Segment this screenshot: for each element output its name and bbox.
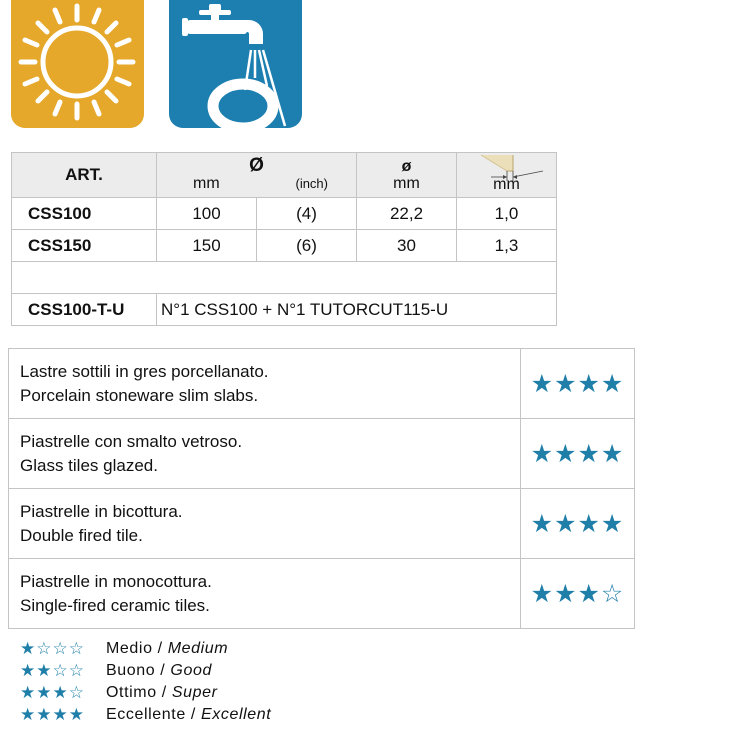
application-description bbox=[9, 349, 521, 419]
spec-table bbox=[11, 152, 557, 326]
diameter-unit-mm: mm bbox=[193, 175, 220, 192]
sun-tile bbox=[11, 0, 144, 128]
legend-en: Super bbox=[171, 684, 218, 701]
diameter-header bbox=[157, 153, 357, 198]
applications-table bbox=[8, 348, 635, 629]
diameter-mm: 150 bbox=[157, 230, 257, 262]
art-code: CSS100 bbox=[12, 198, 157, 230]
application-row bbox=[9, 349, 635, 419]
application-it: Lastre sottili in gres porcellanato. bbox=[20, 361, 269, 381]
application-row bbox=[9, 559, 635, 629]
legend-item bbox=[20, 660, 271, 682]
application-en: Double fired tile. bbox=[20, 525, 143, 545]
sun-icon bbox=[11, 0, 144, 128]
diameter-inch: (4) bbox=[257, 198, 357, 230]
water-tap-icon bbox=[169, 0, 302, 128]
spacer-row bbox=[12, 262, 557, 294]
legend-en: Good bbox=[170, 662, 212, 679]
legend-separator: / bbox=[156, 684, 172, 701]
thickness-unit: mm bbox=[493, 176, 520, 193]
application-en: Glass tiles glazed. bbox=[20, 455, 158, 475]
table-row bbox=[12, 198, 557, 230]
table-row bbox=[12, 230, 557, 262]
legend-separator: / bbox=[152, 640, 168, 657]
application-description bbox=[9, 489, 521, 559]
rating-legend bbox=[20, 638, 271, 726]
legend-stars: ★★☆☆ bbox=[20, 661, 85, 681]
bore-symbol: ø bbox=[401, 158, 412, 175]
application-rating: ★★★☆ bbox=[521, 559, 635, 629]
thickness-value: 1,0 bbox=[457, 198, 557, 230]
kit-description: N°1 CSS100 + N°1 TUTORCUT115-U bbox=[157, 294, 557, 326]
thickness-header bbox=[457, 153, 557, 198]
kit-code: CSS100-T-U bbox=[12, 294, 157, 326]
legend-item bbox=[20, 638, 271, 660]
application-row bbox=[9, 419, 635, 489]
kit-row bbox=[12, 294, 557, 326]
diameter-mm: 100 bbox=[157, 198, 257, 230]
bore-value: 22,2 bbox=[357, 198, 457, 230]
thickness-value: 1,3 bbox=[457, 230, 557, 262]
legend-it: Ottimo bbox=[106, 684, 157, 701]
application-en: Single-fired ceramic tiles. bbox=[20, 595, 210, 615]
application-description bbox=[9, 419, 521, 489]
water-tile bbox=[169, 0, 302, 128]
application-rating: ★★★★ bbox=[521, 349, 635, 419]
application-rating: ★★★★ bbox=[521, 489, 635, 559]
spec-header-row bbox=[12, 153, 557, 198]
legend-stars: ★☆☆☆ bbox=[20, 639, 85, 659]
legend-it: Medio bbox=[106, 640, 153, 657]
art-header: ART. bbox=[12, 153, 157, 198]
application-it: Piastrelle in bicottura. bbox=[20, 501, 183, 521]
legend-separator: / bbox=[155, 662, 171, 679]
legend-separator: / bbox=[185, 706, 201, 723]
art-code: CSS150 bbox=[12, 230, 157, 262]
legend-item bbox=[20, 704, 271, 726]
diameter-symbol: Ø bbox=[249, 155, 264, 176]
bore-value: 30 bbox=[357, 230, 457, 262]
application-it: Piastrelle in monocottura. bbox=[20, 571, 212, 591]
legend-en: Medium bbox=[167, 640, 229, 657]
application-en: Porcelain stoneware slim slabs. bbox=[20, 385, 259, 405]
application-it: Piastrelle con smalto vetroso. bbox=[20, 431, 243, 451]
diameter-unit-inch: (inch) bbox=[295, 176, 328, 191]
legend-it: Buono bbox=[106, 662, 156, 679]
legend-item bbox=[20, 682, 271, 704]
application-description bbox=[9, 559, 521, 629]
legend-stars: ★★★☆ bbox=[20, 683, 85, 703]
diameter-inch: (6) bbox=[257, 230, 357, 262]
legend-it: Eccellente bbox=[106, 706, 186, 723]
application-rating: ★★★★ bbox=[521, 419, 635, 489]
bore-header bbox=[357, 153, 457, 198]
legend-stars: ★★★★ bbox=[20, 705, 85, 725]
bore-unit: mm bbox=[393, 175, 420, 192]
application-row bbox=[9, 489, 635, 559]
legend-en: Excellent bbox=[200, 706, 272, 723]
